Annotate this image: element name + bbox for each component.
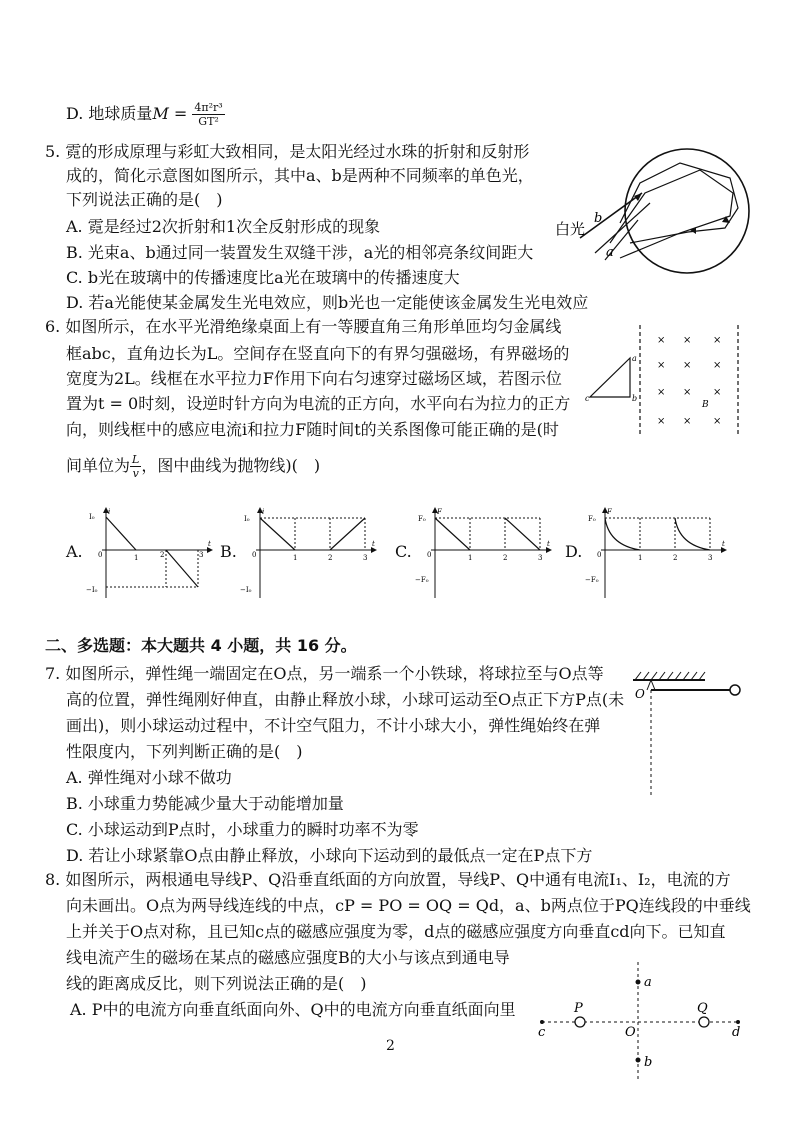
svg-text:3: 3 [199,551,204,559]
q7-stem-line-3: 画出)，则小球运动过程中，不计空气阻力，不计小球大小，弹性绳始终在弹 [66,716,601,735]
label-p: P [574,1001,583,1016]
svg-text:3: 3 [708,554,713,562]
svg-text:×: × [657,416,666,427]
q7-option-d: D. 若让小球紧靠O点由静止释放，小球向下运动到的最低点一定在P点下方 [66,846,593,865]
label-a: a [644,975,652,990]
svg-text:1: 1 [134,554,139,562]
q7-option-c: C. 小球运动到P点时，小球重力的瞬时功率不为零 [66,820,419,839]
q6-choice-a-label: A. [66,542,83,561]
q8-stem-line-1: 8. 如图所示，两根通电导线P、Q沿垂直纸面的方向放置，导线P、Q中通有电流I₁、I₂，电流的方 [45,870,731,889]
q6-stem-line-2: 框abc，直角边长为L。空间存在竖直向下的有界匀强磁场，有界磁场的 [66,344,570,363]
svg-text:−F₀: −F₀ [415,576,429,584]
svg-text:3: 3 [538,554,543,562]
q4-option-d-denominator: GT² [198,115,219,128]
svg-text:×: × [683,416,692,427]
svg-text:0: 0 [252,551,257,559]
q6-graph-d [585,505,735,600]
q6-stem-line-1: 6. 如图所示，在水平光滑绝缘桌面上有一等腰直角三角形单匝均匀金属线 [45,317,562,336]
field-crosses [657,335,721,427]
svg-text:2: 2 [328,554,333,562]
svg-text:F: F [437,508,442,516]
q4-option-d-fraction [192,101,224,128]
svg-text:×: × [657,360,666,371]
point-d [736,1020,740,1024]
q7-option-b: B. 小球重力势能减少量大于动能增加量 [66,794,344,813]
svg-text:1: 1 [293,554,298,562]
svg-text:t: t [722,540,725,548]
field-b-label: B [702,400,709,410]
q5-option-d: D. 若a光能使某金属发生光电效应，则b光也一定能使该金属发生光电效应 [66,293,589,312]
beam-b-label: b [594,211,603,226]
label-b: b [644,1055,653,1070]
q6-line6-prefix: 间单位为 [66,456,131,475]
q6-line6-suffix: ，图中曲线为抛物线)( ) [141,456,321,475]
svg-text:F₀: F₀ [588,515,596,523]
page-number: 2 [386,1038,395,1054]
q6-stem-line-6 [66,453,320,480]
point-b [636,1058,641,1063]
svg-text:0: 0 [427,551,432,559]
svg-text:×: × [657,387,666,398]
svg-text:I₀: I₀ [89,513,95,521]
q7-elastic-cord-figure [625,660,755,800]
q6-graph-b [240,505,380,600]
svg-text:t: t [208,540,211,548]
svg-text:×: × [683,360,692,371]
q4-option-d [66,101,225,128]
svg-text:I₀: I₀ [244,515,250,523]
svg-text:×: × [713,387,722,398]
q7-option-a: A. 弹性绳对小球不做功 [66,768,232,787]
svg-text:i: i [108,508,111,516]
q6-choice-b-label: B. [220,542,237,561]
svg-text:×: × [683,387,692,398]
q5-option-a: A. 霓是经过2次折射和1次全反射形成的现象 [66,217,381,236]
q6-time-unit-fraction [130,453,141,480]
point-a [636,980,641,985]
beam-a-label: a [606,245,614,260]
iron-ball [730,685,740,695]
label-d: d [732,1025,741,1040]
q5-stem-line-1: 5. 霓的形成原理与彩虹大致相同，是太阳光经过水珠的折射和反射形 [45,142,530,161]
q8-stem-line-5: 线的距离成反比，则下列说法正确的是( ) [66,974,367,993]
svg-text:×: × [713,416,722,427]
svg-text:×: × [713,360,722,371]
q6-stem-line-4: 置为t = 0时刻，设逆时针方向为电流的正方向，水平向右为拉力的正方 [66,394,571,413]
q6-graph-a [86,505,216,600]
q5-option-c: C. b光在玻璃中的传播速度比a光在玻璃中的传播速度大 [66,268,460,287]
q5-raindrop-figure [550,148,760,278]
svg-text:0: 0 [98,551,103,559]
svg-text:t: t [547,540,550,548]
q5-stem-line-3: 下列说法正确的是( ) [66,190,223,209]
svg-text:1: 1 [468,554,473,562]
q6-choice-d-label: D. [565,542,583,561]
svg-text:2: 2 [503,554,508,562]
wire-p [575,1017,585,1027]
wire-q [699,1017,709,1027]
q8-option-a: A. P中的电流方向垂直纸面向外、Q中的电流方向垂直纸面向里 [70,1000,516,1019]
svg-text:2: 2 [673,554,678,562]
q7-stem-line-2: 高的位置，弹性绳刚好伸直，由静止释放小球，小球可运动至O点正下方P点(未 [66,690,625,709]
svg-text:−I₀: −I₀ [240,586,252,594]
svg-text:−F₀: −F₀ [585,576,599,584]
svg-text:×: × [683,335,692,346]
point-o-label: O [635,687,645,701]
label-q: Q [697,1001,708,1016]
vertex-a-label: a [632,354,637,363]
section-2-title: 二、多选题：本大题共 4 小题，共 16 分。 [45,636,357,655]
svg-text:1: 1 [638,554,643,562]
q7-stem-line-1: 7. 如图所示，弹性绳一端固定在O点，另一端系一个小铁球，将球拉至与O点等 [45,664,604,683]
q8-stem-line-3: 上并关于O点对称，且已知c点的磁感应强度为零，d点的磁感应强度方向垂直cd向下。已知直 [66,922,726,941]
svg-text:F₀: F₀ [418,515,426,523]
svg-text:i: i [262,508,265,516]
svg-text:2: 2 [160,551,165,559]
q6-choice-c-label: C. [395,542,412,561]
vertex-b-label: b [632,394,638,403]
svg-text:×: × [657,335,666,346]
q6-stem-line-3: 宽度为2L。线框在水平拉力F作用下向右匀速穿过磁场区域，若图示位 [66,369,562,388]
white-light-label: 白光 [555,220,586,238]
q6-graph-c [415,505,555,600]
svg-text:0: 0 [597,551,602,559]
q8-stem-line-2: 向未画出。O点为两导线连线的中点，cP = PO = OQ = Qd，a、b两点位于PQ连线段的中垂线 [66,896,751,915]
svg-text:t: t [372,540,375,548]
svg-text:3: 3 [363,554,368,562]
triangle-frame [590,358,630,397]
q8-wires-figure [530,960,755,1085]
svg-text:F: F [607,508,612,516]
q5-option-b: B. 光束a、b通过同一装置发生双缝干涉，a光的相邻亮条纹间距大 [66,243,534,262]
q6-stem-line-5: 向，则线框中的感应电流i和拉力F随时间t的关系图像可能正确的是(时 [66,420,559,439]
q5-stem-line-2: 成的，简化示意图如图所示，其中a、b是两种不同频率的单色光， [66,166,534,185]
q4-option-d-numerator: 4π²r³ [194,101,223,114]
q7-stem-line-4: 性限度内，下列判断正确的是( ) [66,742,303,761]
q4-option-d-math: M = [152,104,188,123]
svg-text:×: × [713,335,722,346]
label-o: O [625,1025,636,1040]
label-c: c [538,1025,546,1040]
q8-stem-line-4: 线电流产生的磁场在某点的磁感应强度B的大小与该点到通电导 [66,948,510,967]
q6-time-unit-denominator: v [132,467,139,480]
q6-magnetic-field-figure [585,325,755,440]
q4-option-d-prefix: D. 地球质量 [66,104,153,123]
svg-text:−I₀: −I₀ [86,586,98,594]
vertex-c-label: c [585,394,590,403]
point-c [540,1020,544,1024]
q6-time-unit-numerator: L [132,453,140,466]
